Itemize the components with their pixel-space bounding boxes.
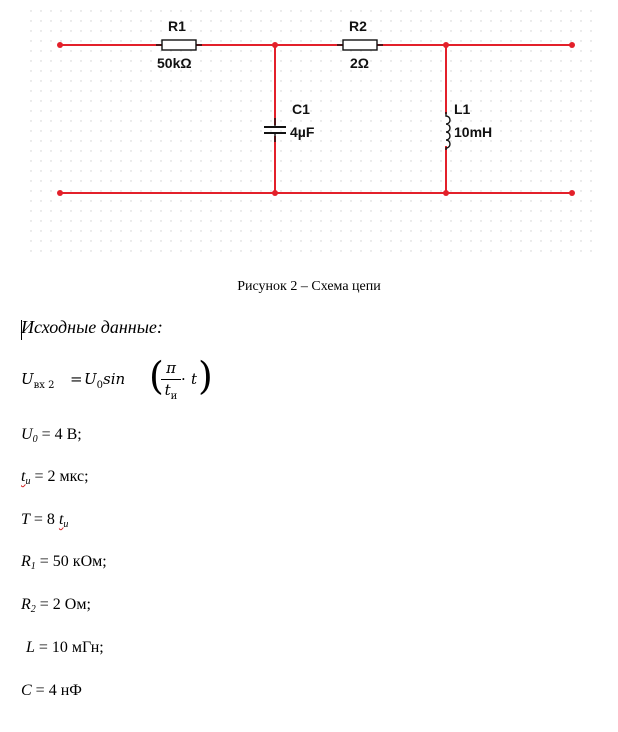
param-r2: $R_2 = 2$ Ом;	[21, 596, 91, 615]
r1-name: R1	[168, 18, 186, 34]
formula-equals: =	[70, 370, 83, 388]
param-u0: $U_0 = 4$ В;	[21, 426, 82, 445]
formula-left-paren: (	[149, 354, 164, 398]
l1-name: L1	[454, 101, 471, 117]
param-tu: $t_и = 2$ мкс;	[21, 468, 89, 487]
formula-time-var: t	[191, 370, 198, 388]
r1-value: 50kΩ	[157, 55, 192, 71]
section-heading: Исходные данные:	[21, 317, 163, 337]
formula-numerator: π	[166, 359, 176, 377]
formula-right-paren: )	[198, 354, 213, 398]
figure-caption: Рисунок 2 – Схема цепи	[237, 279, 381, 294]
formula-denominator: $t_и$	[164, 381, 178, 402]
formula-fraction	[161, 358, 181, 406]
param-c: C = 4 нФ	[21, 682, 82, 699]
circuit-schematic	[0, 0, 618, 260]
formula-dot: ·	[181, 370, 186, 388]
l1-value: 10mH	[454, 124, 493, 140]
c1-name: C1	[292, 101, 310, 117]
param-l: L = 10 мГн;	[26, 639, 104, 656]
formula-amplitude: $U_0\sin$	[84, 370, 126, 391]
c1-value: 4µF	[290, 124, 315, 140]
r2-value: 2Ω	[350, 55, 370, 71]
param-r1: $R_1 = 50$ кОм;	[21, 553, 107, 572]
param-period: T = 8 $t_и$	[21, 511, 69, 530]
r2-name: R2	[349, 18, 367, 34]
formula-lhs: $U_{вх 2}$	[21, 370, 55, 391]
